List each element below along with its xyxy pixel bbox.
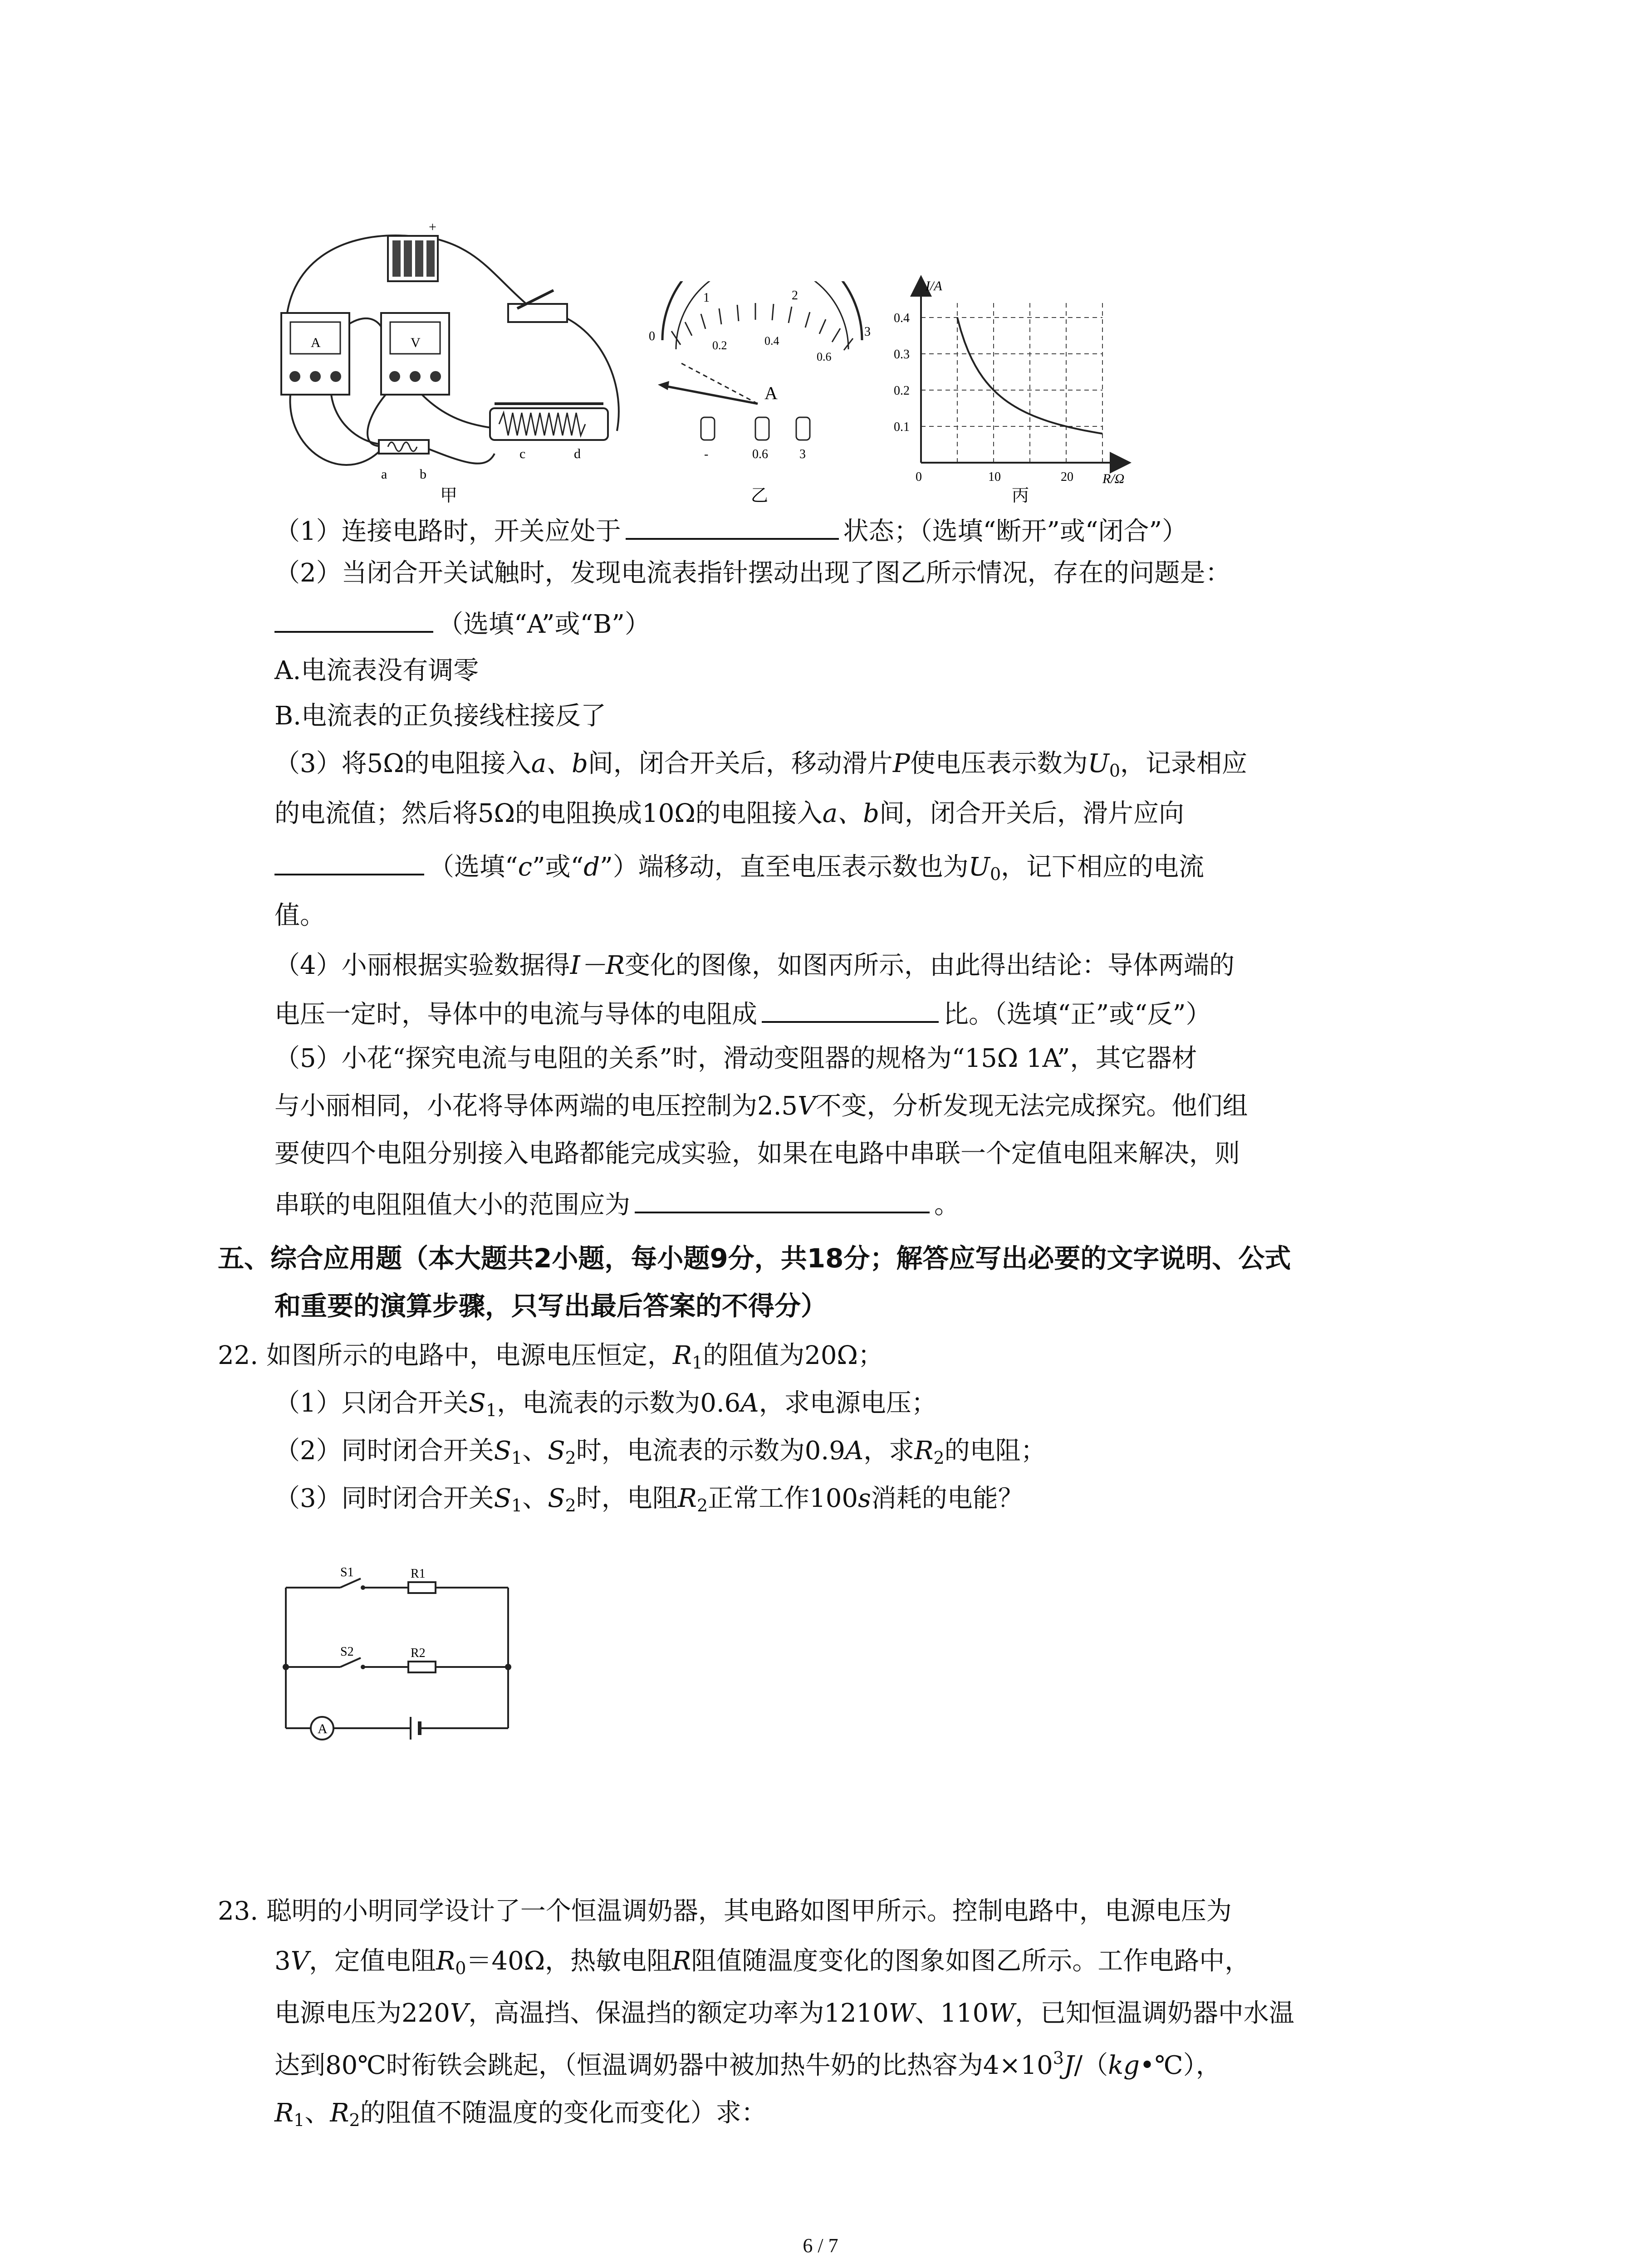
q23-l4-c: /（: [1074, 2051, 1108, 2080]
q22-s1-c: ，电流表的示数为0.6: [497, 1388, 741, 1418]
q23-l3-g: ，已知恒温调奶器中水温: [1014, 1999, 1294, 2028]
jia-ammeter-letter: A: [311, 335, 321, 350]
q21-part4-answer-blank[interactable]: [762, 996, 939, 1023]
q22-s2-d: S: [548, 1436, 565, 1466]
battery-icon: [411, 1717, 420, 1740]
q23-l2-f: R: [672, 1946, 691, 1976]
rheostat-icon: [490, 404, 608, 461]
q21-part5-answer-blank[interactable]: [635, 1186, 930, 1213]
q21-p3-l3-d: d: [583, 852, 600, 882]
q22-part3: [274, 1483, 1024, 1516]
q22-s3-b: S: [494, 1484, 512, 1513]
q21-p3-l3-a: （选填“: [429, 852, 518, 882]
q23-l3-e: 、110: [915, 1999, 989, 2028]
q23-l5-a: R: [274, 2098, 294, 2128]
jia-terminal-a: a: [381, 467, 387, 482]
q21-p3-l3-f: U: [968, 852, 990, 882]
q22-s2-b: S: [494, 1436, 512, 1466]
figure-jia-circuit: [272, 218, 635, 508]
figure-jia-caption: 甲: [440, 486, 458, 505]
figure-yi-caption: 乙: [751, 486, 769, 505]
chart-series-line: [957, 318, 1102, 434]
q23-l4-b: J: [1063, 2051, 1074, 2080]
q22-s2-sub2: 2: [565, 1448, 576, 1468]
q22-part2: [274, 1436, 1046, 1469]
q23-l5-d: 的阻值不随温度的变化而变化）求：: [360, 2098, 767, 2128]
q21-part2-hint: （选填“A”或“B”）: [438, 610, 650, 639]
q22-s3-a: （3）同时闭合开关: [274, 1484, 494, 1513]
q23-line5: [274, 2098, 767, 2131]
q22-s1-d: A: [740, 1388, 759, 1418]
q21-p5-l4-a: 串联的电阻阻值大小的范围应为: [274, 1190, 630, 1220]
chart-xtick-label: 0: [916, 470, 922, 484]
q23-l2-e: ＝40Ω，热敏电阻: [466, 1946, 672, 1976]
q21-p3-l1-g: ，记录相应: [1120, 749, 1247, 778]
q21-part5-line3: 要使四个电阻分别接入电路都能完成实验，如果在电路中串联一个定值电阻来解决，则: [274, 1139, 1240, 1168]
q23-l2-c: ，定值电阻: [309, 1946, 436, 1976]
q21-part3-line1: [274, 748, 1247, 782]
chart-xlabel: R/Ω: [1102, 471, 1125, 486]
q21-part1-text-a: （1）连接电路时，开关应处于: [274, 517, 621, 546]
q23-l3-f: W: [989, 1999, 1015, 2028]
q21-p3-l1-c: 间，闭合开关后，移动滑片: [588, 749, 893, 778]
q21-part1-text-b: 状态；（选填“断开”或“闭合”）: [843, 517, 1188, 546]
q23-l2-sub: 0: [455, 1958, 466, 1978]
q21-part1-answer-blank[interactable]: [626, 513, 839, 540]
q22-s3-f: R: [677, 1484, 697, 1513]
q21-p3-l3-g: ，记下相应的电流: [1001, 852, 1205, 882]
q22-s3-sub3: 2: [696, 1496, 708, 1515]
q22-stem-a: 22. 如图所示的电路中，电源电压恒定，: [218, 1341, 673, 1370]
q23-line2: [274, 1946, 1250, 1979]
ammeter-icon: [281, 313, 349, 395]
q22-r2-label: R2: [411, 1646, 426, 1660]
q21-part3-line4: 值。: [274, 901, 325, 930]
section5-heading-line2: 和重要的演算步骤，只写出最后答案的不得分）: [274, 1290, 828, 1321]
q21-p4-l1-a: （4）小丽根据实验数据得: [274, 951, 570, 980]
q22-s2-label: S2: [340, 1645, 354, 1659]
voltmeter-icon: [381, 313, 449, 395]
battery-plus-label: +: [429, 220, 436, 235]
q23-l4-sup: 3: [1053, 2048, 1064, 2068]
q21-p3-l1-e: 使电压表示数为: [910, 749, 1088, 778]
q22-s3-i: 消耗的电能？: [871, 1484, 1024, 1513]
q22-s3-h: s: [858, 1484, 871, 1513]
resistor-icon: [379, 440, 429, 482]
q21-part4-line2: [274, 996, 1211, 1030]
q23-l2-b: V: [290, 1946, 309, 1976]
jia-terminal-c: c: [519, 446, 526, 461]
q22-s2-a: （2）同时闭合开关: [274, 1436, 494, 1466]
q23-l3-b: V: [450, 1999, 469, 2028]
q22-s2-c: 、: [522, 1436, 548, 1466]
figure-bing-chart: [889, 272, 1143, 508]
q23-l2-d: R: [436, 1946, 456, 1976]
jia-terminal-b: b: [420, 467, 426, 482]
yi-ammeter-letter: A: [764, 383, 778, 403]
yi-pointer: [662, 386, 758, 404]
chart-ytick-label: 0.1: [894, 420, 910, 434]
q22-s3-e: 时，电阻: [576, 1484, 678, 1513]
q21-p3-l2-c: 间，闭合开关后，滑片应向: [879, 799, 1184, 828]
r1-resistor-icon: [408, 1582, 436, 1593]
q21-part3-answer-blank[interactable]: [274, 848, 424, 875]
q21-p3-l1-d: P: [892, 749, 910, 778]
q21-option-b: B.电流表的正负接线柱接反了: [274, 701, 606, 731]
jia-terminal-d: d: [574, 446, 581, 461]
q23-l2-g: 阻值随温度变化的图象如图乙所示。工作电路中，: [691, 1946, 1250, 1976]
q21-part2-line2: [274, 606, 650, 640]
q22-r1-label: R1: [411, 1567, 426, 1581]
q21-p3-l1-a: （3）将5Ω的电阻接入: [274, 749, 531, 778]
q22-s2-f: A: [845, 1436, 864, 1466]
q21-p4-l2-a: 电压一定时，导体中的电流与导体的电阻成: [274, 1000, 757, 1029]
yi-scale-0: 0: [649, 329, 655, 343]
q21-p5-l2-b: V: [798, 1091, 816, 1121]
q22-s1-sub: 1: [486, 1400, 497, 1420]
q23-l5-b: 、: [304, 2098, 330, 2128]
q22-s2-e: 时，电流表的示数为0.9: [576, 1436, 845, 1466]
q21-p3-l3-sub: 0: [989, 864, 1001, 884]
q21-p3-l2-b: a、b: [822, 799, 879, 828]
q21-p3-l1-sub: 0: [1109, 761, 1120, 781]
q21-part5-line4: [274, 1186, 960, 1220]
q21-part3-line3: [274, 848, 1204, 885]
chart-ylabel: I/A: [926, 279, 942, 293]
q21-part1: [274, 513, 1187, 547]
q22-s1-e: ，求电源电压；: [759, 1388, 937, 1418]
q23-line1: 23. 聪明的小明同学设计了一个恒温调奶器，其电路如图甲所示。控制电路中，电源电压为: [218, 1897, 1232, 1926]
q23-l4-e: •℃），: [1140, 2051, 1221, 2080]
q22-circuit-diagram: [272, 1560, 526, 1751]
q23-l3-a: 电源电压为220: [274, 1999, 450, 2028]
q23-l3-d: W: [888, 1999, 915, 2028]
battery-icon: [388, 220, 438, 281]
q21-p3-l3-c: ”或“: [532, 852, 584, 882]
q23-l5-c: R: [330, 2098, 349, 2128]
page-number: 6 / 7: [803, 2234, 838, 2257]
q22-stem-sub: 1: [692, 1353, 703, 1373]
yi-scale-1: 1: [703, 291, 710, 305]
q22-s2-h: R: [914, 1436, 934, 1466]
chart-grid: [921, 299, 1102, 463]
q21-option-a: A.电流表没有调零: [274, 656, 479, 685]
q21-p4-l2-b: 比。（选填“正”或“反”）: [943, 1000, 1211, 1029]
q21-part2-line1: （2）当闭合开关试触时，发现电流表指针摆动出现了图乙所示情况，存在的问题是：: [274, 558, 1231, 588]
q22-stem: [218, 1340, 883, 1374]
q22-s1-label: S1: [340, 1565, 354, 1579]
q23-l2-a: 3: [274, 1946, 291, 1976]
q21-p4-l1-c: 变化的图像，如图丙所示，由此得出结论：导体两端的: [624, 951, 1234, 980]
q22-s2-g: ，求: [863, 1436, 915, 1466]
q22-s3-sub1: 1: [511, 1496, 523, 1515]
q22-s3-sub2: 2: [565, 1496, 576, 1515]
q22-s2-sub1: 1: [511, 1448, 523, 1468]
chart-ytick-label: 0.3: [894, 347, 910, 362]
q22-s3-g: 正常工作100: [708, 1484, 858, 1513]
q21-p4-l1-b: I－R: [570, 951, 625, 980]
q22-s1-a: （1）只闭合开关: [274, 1388, 469, 1418]
q22-ammeter-label: A: [318, 1721, 328, 1736]
q21-p3-l3-e: ”）端移动，直至电压表示数也为: [600, 852, 969, 882]
figure-yi-ammeter: [635, 281, 889, 508]
q22-s2-i: 的电阻；: [944, 1436, 1046, 1466]
yi-scale-0-6: 0.6: [817, 350, 832, 363]
q23-line4: [274, 2048, 1221, 2081]
q23-l5-sub2: 2: [349, 2110, 360, 2130]
q21-p5-l4-b: 。: [934, 1190, 960, 1220]
q22-s3-d: S: [548, 1484, 565, 1513]
q21-part4-line1: [274, 950, 1234, 981]
q21-part5-line1: （5）小花“探究电流与电阻的关系”时，滑动变阻器的规格为“15Ω 1A”，其它器材: [274, 1044, 1197, 1073]
yi-terminal-neg: -: [704, 447, 709, 461]
yi-terminal-3: 3: [799, 447, 806, 461]
q21-p5-l2-c: 不变，分析发现无法完成探究。他们组: [816, 1091, 1248, 1121]
q21-p3-l3-b: c: [518, 852, 533, 882]
q22-part1: [274, 1388, 937, 1421]
r2-resistor-icon: [408, 1662, 436, 1672]
q23-l4-d: kg: [1108, 2051, 1140, 2080]
chart-ytick-label: 0.2: [894, 384, 910, 398]
q22-stem-b: R: [672, 1341, 692, 1370]
q23-line3: [274, 1998, 1294, 2028]
q21-part2-answer-blank[interactable]: [274, 606, 433, 633]
q21-p3-l2-a: 的电流值；然后将5Ω的电阻换成10Ω的电阻接入: [274, 799, 823, 828]
q21-part3-line2: [274, 798, 1184, 829]
yi-scale-0-4: 0.4: [764, 334, 779, 347]
yi-scale-2: 2: [792, 288, 798, 303]
chart-ytick-label: 0.4: [894, 311, 910, 325]
section5-heading-line1: 五、综合应用题（本大题共2小题，每小题9分，共18分；解答应写出必要的文字说明、公式: [218, 1243, 1291, 1274]
q21-p3-l1-f: U: [1087, 749, 1109, 778]
q23-l5-sub1: 1: [294, 2110, 305, 2130]
q21-p5-l2-a: 与小丽相同，小花将导体两端的电压控制为2.5: [274, 1091, 798, 1121]
q23-l4-a: 达到80℃时衔铁会跳起，（恒温调奶器中被加热牛奶的比热容为4×10: [274, 2051, 1053, 2080]
yi-terminal-0-6: 0.6: [752, 447, 768, 461]
q21-p3-l1-b: a、b: [531, 749, 588, 778]
figure-bing-caption: 丙: [1012, 486, 1029, 505]
q22-s3-c: 、: [522, 1484, 548, 1513]
q22-stem-c: 的阻值为20Ω；: [703, 1341, 883, 1370]
yi-scale-3: 3: [864, 325, 871, 339]
q21-part5-line2: [274, 1091, 1248, 1121]
yi-scale-0-2: 0.2: [712, 339, 727, 352]
chart-xtick-label: 20: [1061, 470, 1073, 484]
chart-xtick-label: 10: [988, 470, 1001, 484]
q23-l3-c: ，高温挡、保温挡的额定功率为1210: [468, 1999, 889, 2028]
jia-voltmeter-letter: V: [411, 335, 421, 350]
q22-s2-sub3: 2: [933, 1448, 945, 1468]
q22-s1-b: S: [468, 1388, 486, 1418]
